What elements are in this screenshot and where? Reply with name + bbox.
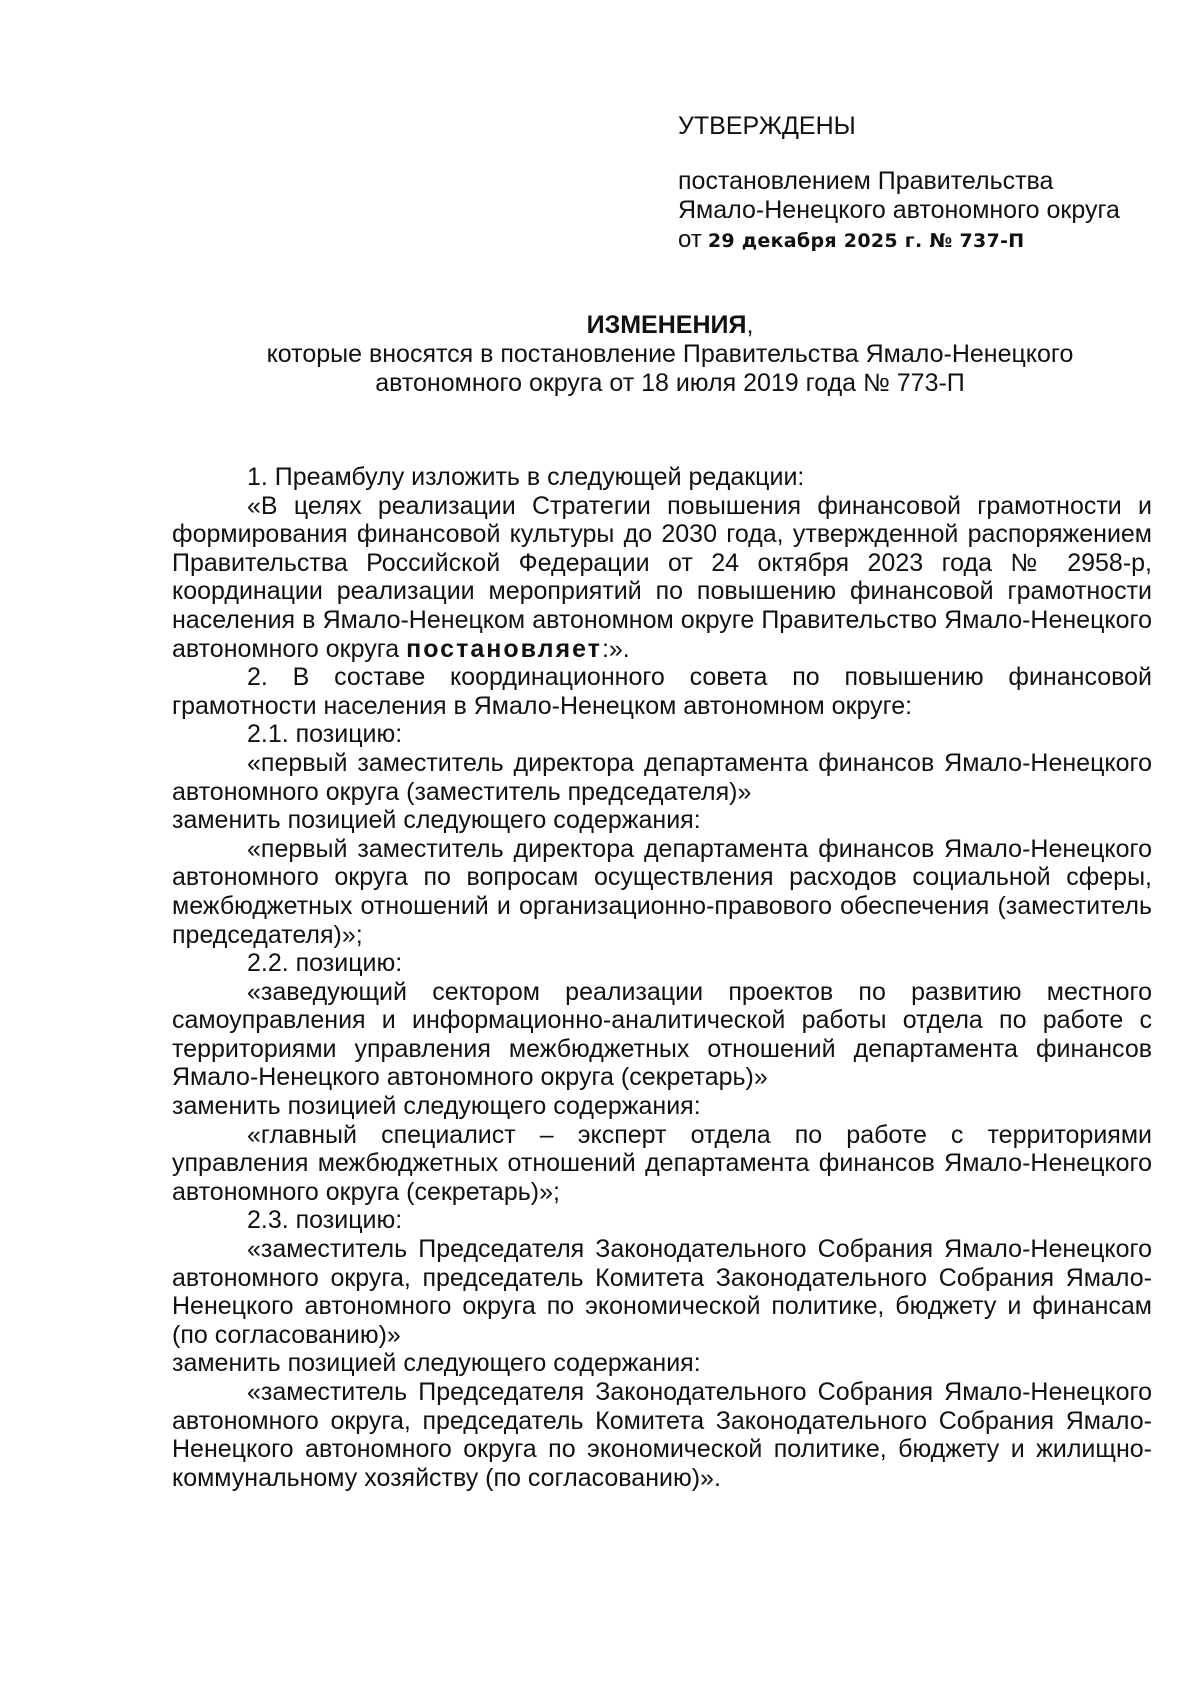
approval-stamp: УТВЕРЖДЕНЫ [678, 112, 856, 140]
paragraph-2-text: «В целях реализации Стратегии повышения финансовой грамотности и формирования финансовой культуры до 2030 года, утвержденной распоряжением Правительства Российской Федерации от 24 октября 2023 года № 2958-р, координации реализации мероприятий по повышению финансовой грамотности населения в Ямало-Ненецком автономном округе Правительство Ямало-Ненецкого автономного округа [172, 491, 1152, 663]
paragraph-3: 2. В составе координационного совета по повышению финансовой грамотности населения в Ямало-Ненецком автономном округе: [172, 663, 1152, 720]
paragraph-2-end: :». [601, 634, 630, 663]
paragraph-7: «первый заместитель директора департамента финансов Ямало-Ненецкого автономного округа по вопросам осуществления расходов социальной сферы, межбюджетных отношений и организационно-правового обеспечения (заместитель председателя)»; [172, 834, 1152, 949]
paragraph-12: 2.3. позицию: [247, 1206, 403, 1235]
paragraph-10: заменить позицией следующего содержания: [172, 1092, 701, 1121]
paragraph-14: заменить позицией следующего содержания: [172, 1349, 701, 1378]
title-heading-line [170, 311, 1170, 340]
approval-line-2: Ямало-Ненецкого автономного округа [678, 196, 1120, 224]
paragraph-13: «заместитель Председателя Законодательного Собрания Ямало-Ненецкого автономного округа, председатель Комитета Законодательного Собрания Ямало-Ненецкого автономного округа по экономической политике, бюджету и финансам (по согласованию)» [172, 1235, 1152, 1349]
approval-date-line [678, 225, 1158, 256]
paragraph-15: «заместитель Председателя Законодательного Собрания Ямало-Ненецкого автономного округа, председатель Комитета Законодательного Собрания Ямало-Ненецкого автономного округа по экономической политике, бюджету и жилищно-коммунальному хозяйству (по согласованию)». [172, 1378, 1152, 1492]
approval-block [678, 112, 1158, 256]
document-body [172, 463, 1152, 1492]
title-line-1: которые вносятся в постановление Правительства Ямало-Ненецкого [266, 340, 1074, 368]
paragraph-9: «заведующий сектором реализации проектов по развитию местного самоуправления и информационно-аналитической работы отдела по работе с территориями управления межбюджетных отношений департамента финансов Ямало-Ненецкого автономного округа (секретарь)» [172, 977, 1152, 1092]
paragraph-8: 2.2. позицию: [247, 949, 403, 978]
paragraph-6: заменить позицией следующего содержания: [172, 806, 701, 835]
paragraph-5: «первый заместитель директора департамента финансов Ямало-Ненецкого автономного округа (заместитель председателя)» [172, 748, 1152, 806]
paragraph-4: 2.1. позицию: [247, 720, 403, 749]
title-line-2: автономного округа от 18 июля 2019 года № 773-П [375, 369, 965, 397]
paragraph-2-bold: постановляет [406, 634, 602, 663]
approval-date-prefix: от [678, 226, 702, 253]
approval-line-1: постановлением Правительства [678, 167, 1054, 195]
paragraph-1: 1. Преамбулу изложить в следующей редакции: [247, 463, 805, 491]
paragraph-2 [172, 492, 1152, 664]
title-heading-suffix: , [746, 311, 754, 339]
title-heading: ИЗМЕНЕНИЯ [586, 311, 747, 339]
approval-date-value: 29 декабря 2025 г. № 737-П [707, 230, 1025, 252]
paragraph-11: «главный специалист – эксперт отдела по работе с территориями управления межбюджетных отношений департамента финансов Ямало-Ненецкого автономного округа (секретарь)»; [172, 1120, 1152, 1206]
title-block [170, 311, 1170, 398]
